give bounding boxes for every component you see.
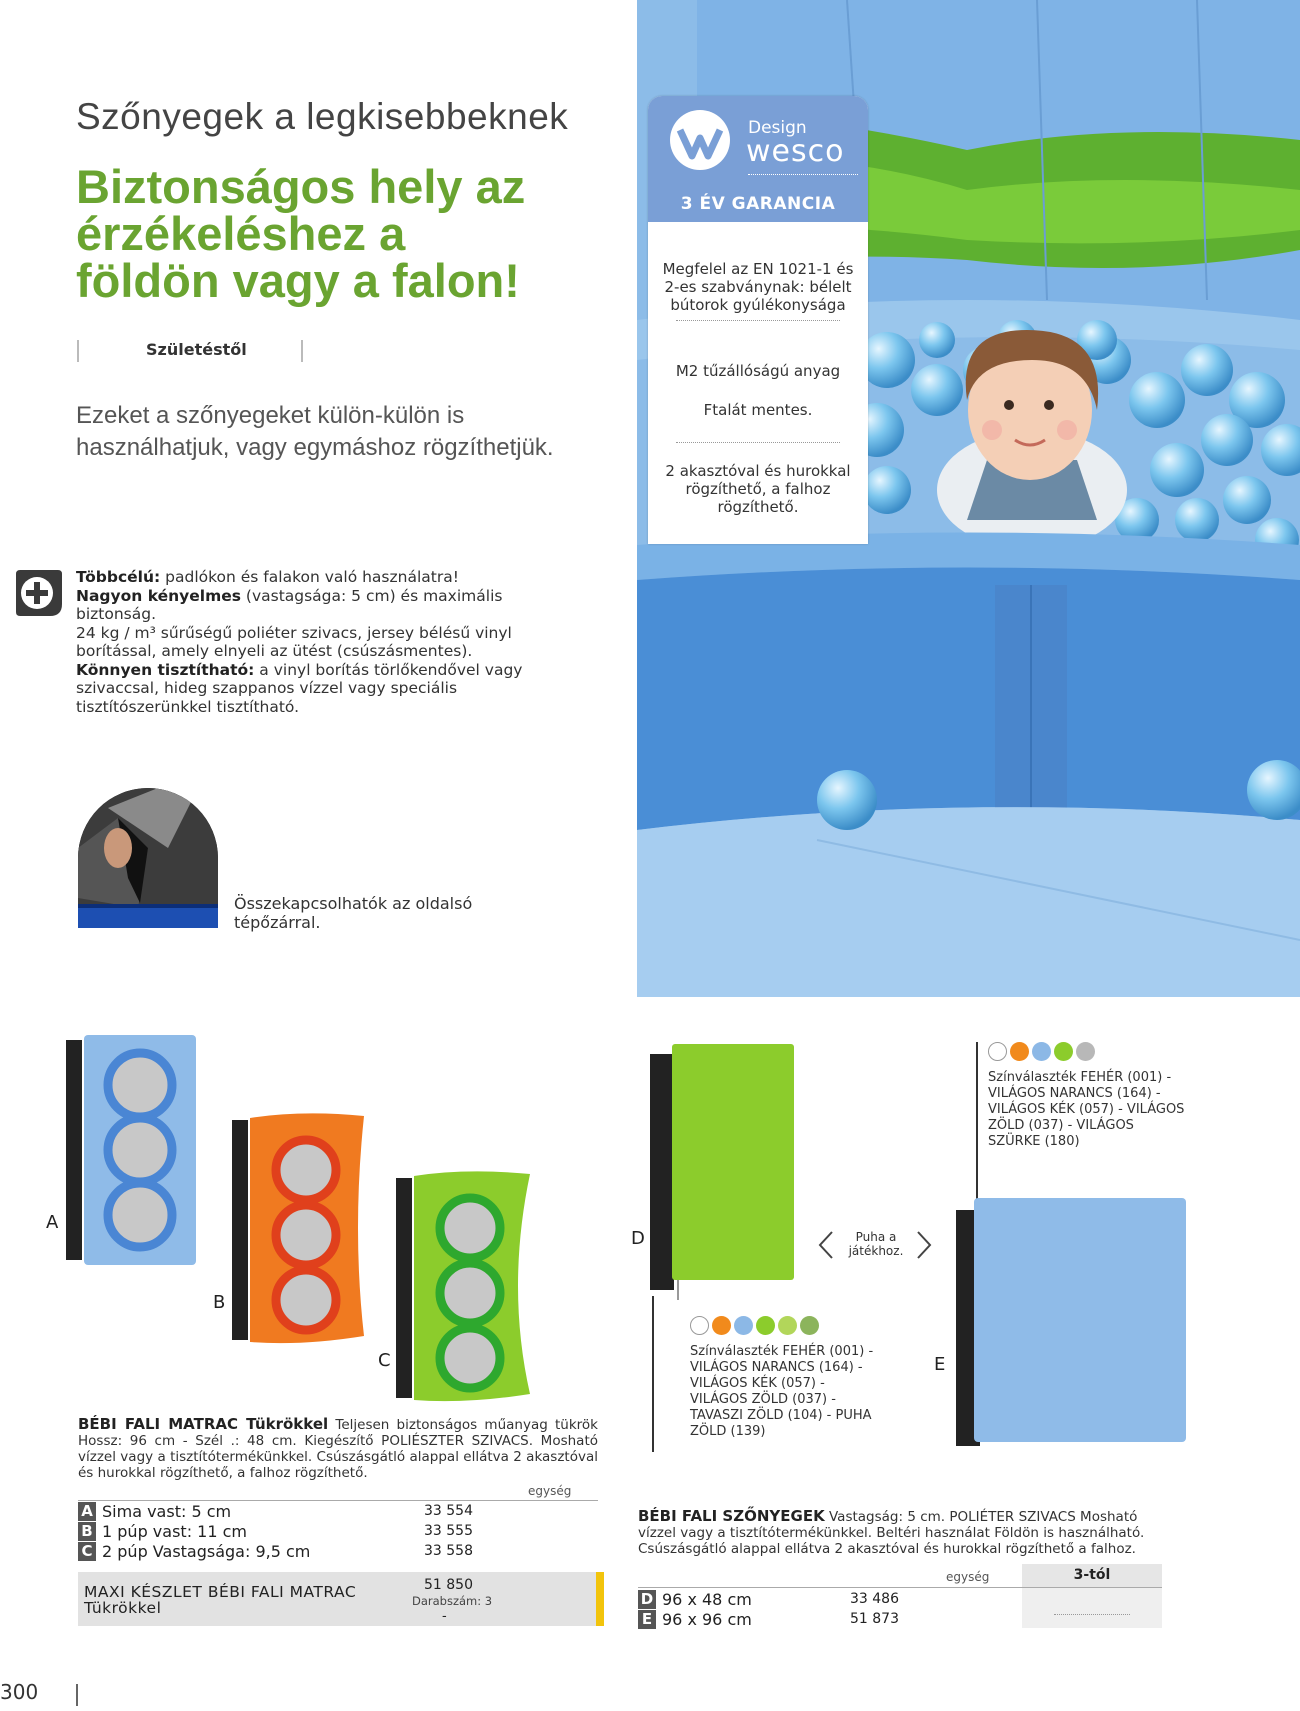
wall-mat-description — [638, 1508, 1168, 1557]
swatch-text-bottom: Színválaszték FEHÉR (001) - VILÁGOS NARANCS (164) - VILÁGOS KÉK (057) - VILÁGOS ZÖLD (037) - TAVASZI ZÖLD (104) - PUHA ZÖLD (139) — [690, 1344, 874, 1439]
row-code: 33 486 — [850, 1591, 899, 1607]
card-header — [648, 96, 868, 222]
table-divider — [638, 1587, 1162, 1588]
row-code: 33 558 — [424, 1543, 473, 1559]
row-code: 33 554 — [424, 1503, 473, 1519]
row-code: 33 555 — [424, 1523, 473, 1539]
swatch[interactable] — [1054, 1042, 1073, 1061]
row-name: 1 púp vast: 11 cm — [102, 1522, 247, 1541]
headline-line-1: Biztonságos hely az — [76, 160, 526, 213]
price-tier-column — [1022, 1588, 1162, 1628]
card-item-fire: M2 tűzállóságú anyag — [675, 362, 841, 380]
maxi-set-quantity: Darabszám: 3 — [412, 1594, 493, 1608]
table-divider — [78, 1500, 598, 1501]
card-item-mounting: 2 akasztóval és hurokkal rögzíthető, a falhoz rögzíthető. — [665, 462, 851, 516]
row-code: 51 873 — [850, 1611, 899, 1627]
card-separator — [676, 442, 840, 443]
swatch[interactable] — [988, 1042, 1007, 1061]
price-tier-header: 3-tól — [1022, 1564, 1162, 1588]
row-name: Sima vast: 5 cm — [102, 1502, 232, 1521]
swatches-bottom — [690, 1316, 819, 1335]
row-name: 96 x 96 cm — [662, 1610, 752, 1629]
age-label: Születéstől — [146, 340, 247, 359]
wall-mat-desc-text: Vastagság: 5 cm. POLIÉTER SZIVACS Mosható vízzel vagy a tisztítótermékünkkel. Beltéri használat Földön is használható. Csúszásgátló alappal ellátva 2 akasztóval és hurokkal rögzíthető a falhoz. — [638, 1509, 1145, 1557]
design-label: Design — [748, 118, 807, 138]
velcro-detail-image — [78, 788, 218, 928]
row-name: 2 púp Vastagsága: 9,5 cm — [102, 1542, 311, 1561]
price-placeholder — [1054, 1614, 1130, 1615]
headline — [76, 160, 616, 307]
wall-mat-e-image — [956, 1196, 1188, 1448]
swatch[interactable] — [1032, 1042, 1051, 1061]
card-item-standard: Megfelel az EN 1021-1 és 2-es szabványnak: bélelt bútorok gyúlékonysága — [662, 260, 854, 314]
table-row — [78, 1502, 598, 1522]
pointer-line — [652, 1296, 654, 1452]
brand-label: wesco — [746, 134, 845, 169]
feature-1-text: padlókon és falakon való használatra! — [160, 568, 459, 586]
swatch-text-top: Színválaszték FEHÉR (001) - VILÁGOS NARANCS (164) - VILÁGOS KÉK (057) - VILÁGOS ZÖLD (037) - VILÁGOS SZÜRKE (180) — [988, 1070, 1185, 1149]
product-label-c: C — [378, 1350, 391, 1371]
row-name: 96 x 48 cm — [662, 1590, 752, 1609]
swatch[interactable] — [756, 1316, 775, 1335]
highlight-bar — [596, 1572, 604, 1626]
row-letter: D — [638, 1590, 656, 1609]
row-letter: C — [78, 1542, 96, 1561]
feature-3: 24 kg / m³ sűrűségű poliéter szivacs, jersey bélésű vinyl borítással, amely elnyeli az ütést (csúszásmentes). — [76, 623, 512, 660]
mirror-mat-title: BÉBI FALI MATRAC Tükrökkel — [78, 1415, 329, 1433]
feature-list — [76, 568, 566, 716]
row-letter: B — [78, 1522, 96, 1541]
wesco-info-card — [648, 96, 868, 544]
feature-4-bold: Könnyen tisztítható: — [76, 660, 255, 679]
soft-label: Puha a játékhoz. — [848, 1230, 904, 1258]
table-row — [638, 1590, 1018, 1610]
maxi-set-name: MAXI KÉSZLET BÉBI FALI MATRAC Tükrökkel — [84, 1583, 357, 1617]
table-row — [638, 1610, 1018, 1630]
maxi-set-code: 51 850 — [424, 1577, 473, 1593]
footer-divider — [76, 1684, 78, 1706]
chevron-left-icon — [816, 1230, 836, 1260]
card-separator — [676, 320, 840, 321]
feature-2-bold: Nagyon kényelmes — [76, 586, 241, 605]
guarantee-label: 3 ÉV GARANCIA — [680, 194, 836, 214]
page-number: 300 — [0, 1680, 39, 1704]
product-label-a: A — [46, 1212, 59, 1233]
velcro-caption: Összekapcsolhatók az oldalsó tépőzárral. — [234, 894, 473, 932]
wesco-logo-icon — [668, 108, 732, 172]
feature-4-text: a vinyl borítás törlőkendővel vagy szivaccsal, hideg szappanos vízzel vagy speciális tisztítószerünkkel tisztítható. — [76, 660, 523, 716]
table-row — [78, 1522, 598, 1542]
swatch[interactable] — [1010, 1042, 1029, 1061]
headline-line-3: földön vagy a falon! — [76, 254, 520, 307]
feature-1-bold: Többcélú: — [76, 568, 161, 586]
product-label-d: D — [631, 1228, 645, 1249]
mirror-mat-c-image — [396, 1168, 536, 1408]
intro-line-2: használhatjuk, vagy egymáshoz rögzíthetjük. — [76, 434, 554, 461]
feature-1 — [76, 568, 566, 587]
mirror-mat-a-image — [66, 1030, 206, 1270]
unit-label: egység — [528, 1484, 572, 1498]
wall-mat-title: BÉBI FALI SZŐNYEGEK — [638, 1507, 825, 1525]
mirror-mat-b-image — [232, 1110, 372, 1350]
row-letter: A — [78, 1502, 96, 1521]
chevron-right-icon — [914, 1230, 934, 1260]
intro-line-1: Ezeket a szőnyegeket külön-külön is — [76, 402, 465, 429]
swatch[interactable] — [734, 1316, 753, 1335]
plus-icon — [16, 570, 62, 616]
headline-line-2: érzékeléshez a — [76, 207, 406, 260]
card-divider — [748, 174, 858, 175]
swatch[interactable] — [690, 1316, 709, 1335]
intro-text — [76, 400, 596, 464]
feature-2-text: (vastagsága: 5 cm) és maximális biztonság. — [76, 586, 503, 623]
section-subtitle: Szőnyegek a legkisebbeknek — [76, 96, 569, 137]
row-letter: E — [638, 1610, 656, 1629]
age-indicator — [77, 340, 303, 362]
swatch[interactable] — [1076, 1042, 1095, 1061]
table-row — [78, 1542, 598, 1562]
swatch[interactable] — [778, 1316, 797, 1335]
wall-mat-d-image — [650, 1040, 800, 1300]
product-label-b: B — [213, 1292, 226, 1313]
swatches-top — [988, 1042, 1095, 1061]
feature-2 — [76, 587, 566, 624]
card-item-phthalate: Ftalát mentes. — [703, 401, 813, 419]
feature-4 — [76, 661, 566, 717]
maxi-set-price: - — [442, 1609, 447, 1624]
product-label-e: E — [934, 1354, 946, 1375]
mirror-mat-description — [78, 1416, 598, 1481]
mirror-mat-desc-text: Teljesen biztonságos műanyag tükrök Hossz: 96 cm - Szél .: 48 cm. Kiegészítő POLIÉSZTER SZIVACS. Mosható vízzel vagy a tisztítótermékünkkel. Csúszásgátló alappal ellátva 2 akasztóval és hurokkal rögzíthető, a falhoz rögzíthető. — [78, 1417, 598, 1481]
swatch[interactable] — [712, 1316, 731, 1335]
swatch[interactable] — [800, 1316, 819, 1335]
unit-label: egység — [946, 1570, 990, 1584]
maxi-set-row — [78, 1572, 604, 1626]
